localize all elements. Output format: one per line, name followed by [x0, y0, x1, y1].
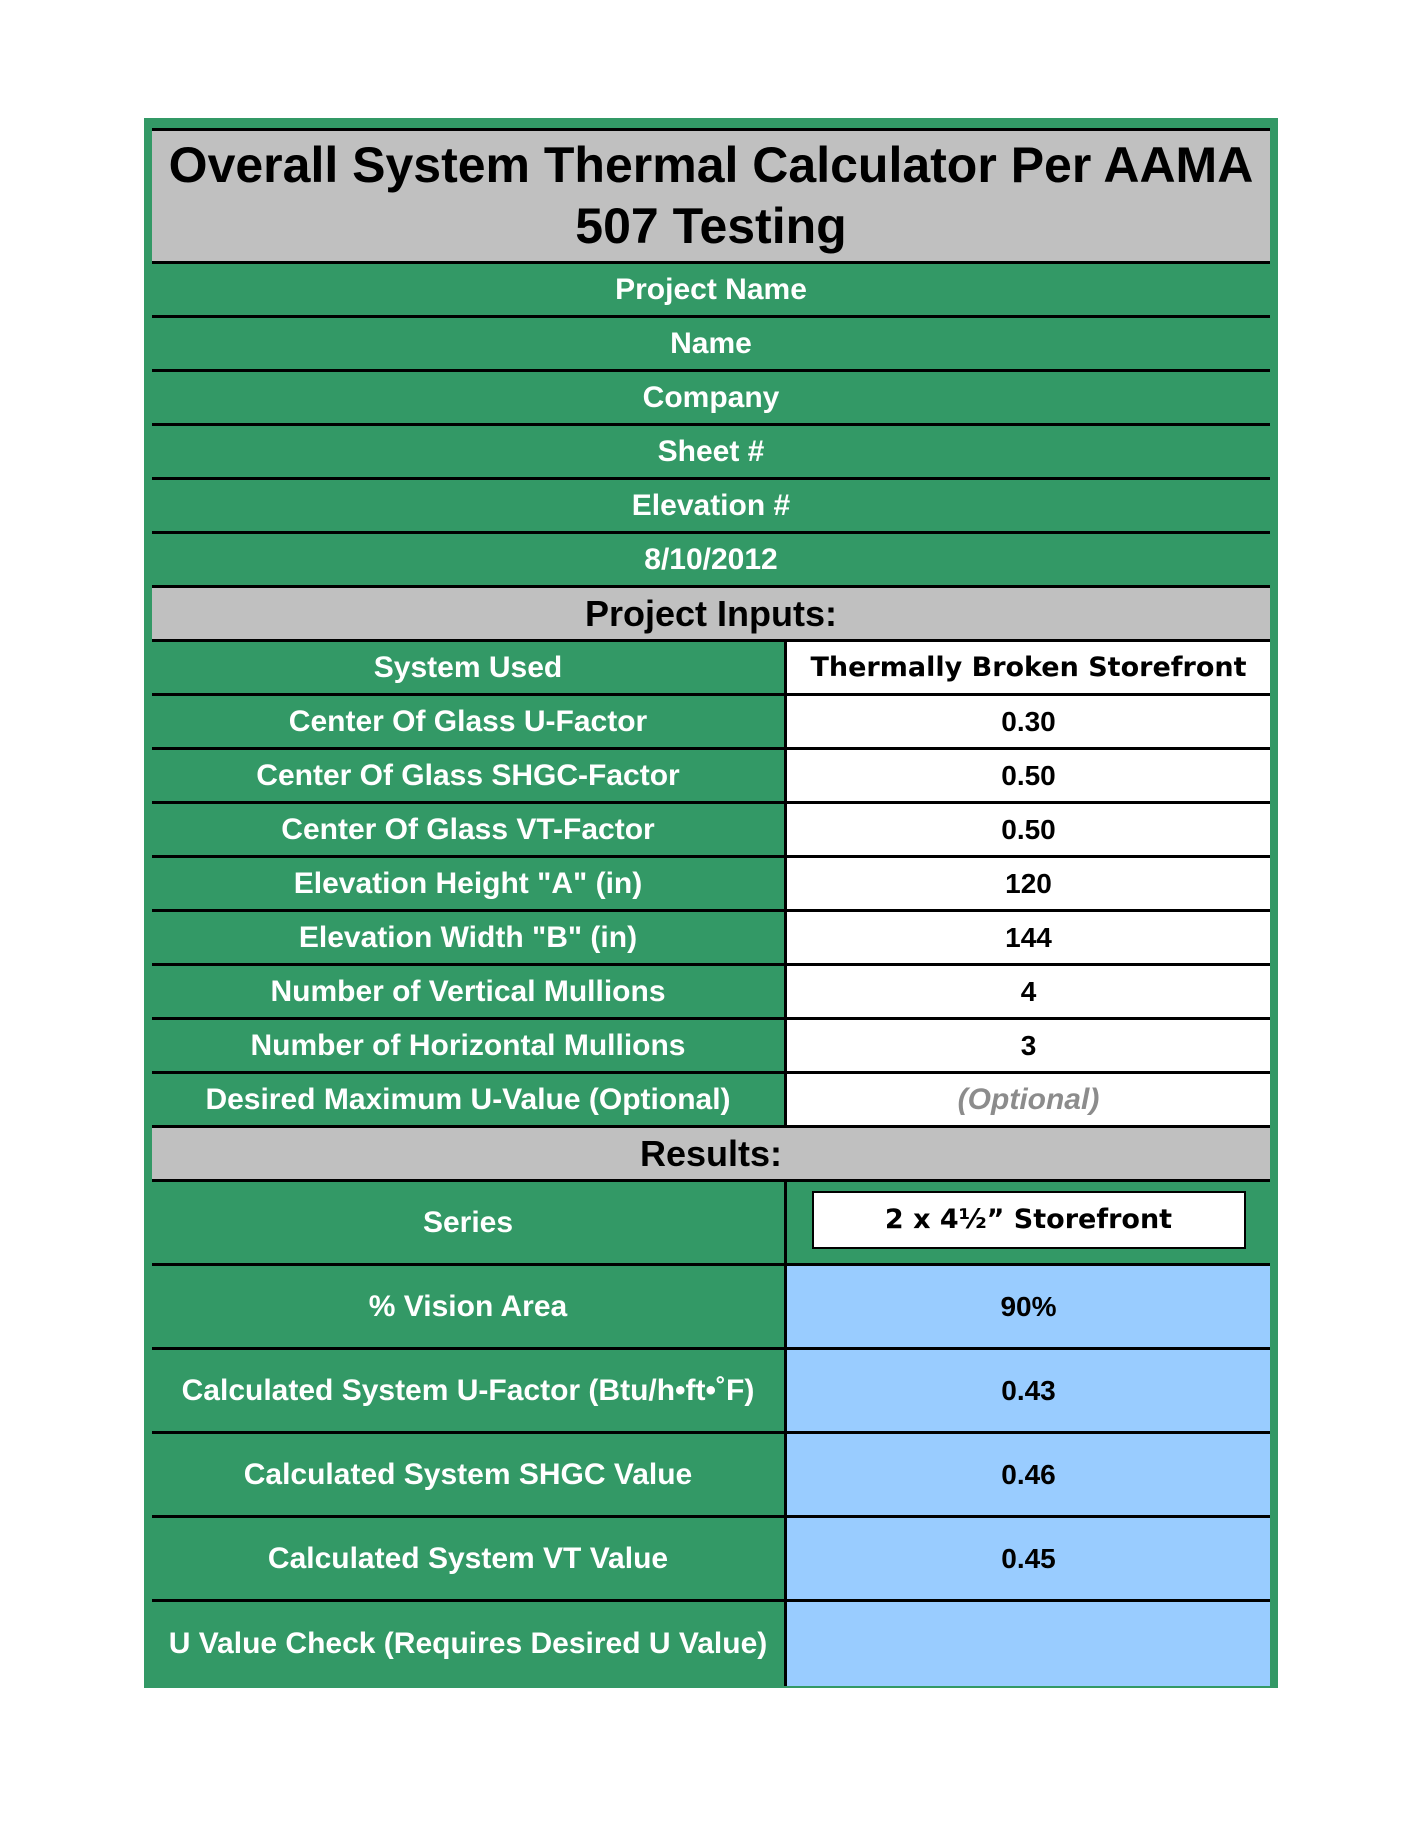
result-row-series — [152, 1182, 1270, 1266]
input-row-cog-shgc-factor — [152, 750, 1270, 804]
name-field[interactable]: Name — [152, 318, 1270, 372]
calculator-sheet — [144, 118, 1278, 1688]
input-label: Center Of Glass SHGC-Factor — [152, 750, 787, 801]
input-label: Center Of Glass VT-Factor — [152, 804, 787, 855]
project-name-field[interactable]: Project Name — [152, 264, 1270, 318]
input-row-horizontal-mullions — [152, 1020, 1270, 1074]
horizontal-mullions-input[interactable]: 3 — [787, 1020, 1270, 1071]
result-row-system-shgc — [152, 1434, 1270, 1518]
cog-shgc-factor-input[interactable]: 0.50 — [787, 750, 1270, 801]
elevation-number-field[interactable]: Elevation # — [152, 480, 1270, 534]
series-select[interactable]: 2 x 4½” Storefront — [812, 1191, 1246, 1249]
results-heading: Results: — [152, 1128, 1270, 1182]
result-label: Calculated System VT Value — [152, 1518, 787, 1599]
company-field[interactable]: Company — [152, 372, 1270, 426]
vision-area-value: 90% — [787, 1266, 1270, 1347]
page-title: Overall System Thermal Calculator Per AAMA 507 Testing — [152, 128, 1270, 264]
vertical-mullions-input[interactable]: 4 — [787, 966, 1270, 1017]
result-label: Calculated System U-Factor (Btu/h•ft•˚F) — [152, 1350, 787, 1431]
input-label: System Used — [152, 642, 787, 693]
project-inputs-heading: Project Inputs: — [152, 588, 1270, 642]
date-field[interactable]: 8/10/2012 — [152, 534, 1270, 588]
cog-u-factor-input[interactable]: 0.30 — [787, 696, 1270, 747]
desired-max-u-input[interactable]: (Optional) — [787, 1074, 1270, 1125]
input-row-elevation-height — [152, 858, 1270, 912]
input-label: Number of Vertical Mullions — [152, 966, 787, 1017]
system-shgc-value: 0.46 — [787, 1434, 1270, 1515]
calculator-table — [152, 128, 1270, 1686]
input-row-elevation-width — [152, 912, 1270, 966]
elevation-height-input[interactable]: 120 — [787, 858, 1270, 909]
sheet-number-field[interactable]: Sheet # — [152, 426, 1270, 480]
u-value-check-value — [787, 1602, 1270, 1686]
result-label: Series — [152, 1182, 787, 1263]
result-row-system-vt — [152, 1518, 1270, 1602]
input-label: Desired Maximum U-Value (Optional) — [152, 1074, 787, 1125]
input-row-cog-u-factor — [152, 696, 1270, 750]
cog-vt-factor-input[interactable]: 0.50 — [787, 804, 1270, 855]
input-label: Elevation Width "B" (in) — [152, 912, 787, 963]
input-row-desired-max-u — [152, 1074, 1270, 1128]
result-row-system-u-factor — [152, 1350, 1270, 1434]
input-row-cog-vt-factor — [152, 804, 1270, 858]
input-label: Elevation Height "A" (in) — [152, 858, 787, 909]
input-label: Number of Horizontal Mullions — [152, 1020, 787, 1071]
result-row-u-value-check — [152, 1602, 1270, 1686]
series-cell — [787, 1182, 1270, 1263]
result-label: Calculated System SHGC Value — [152, 1434, 787, 1515]
input-row-vertical-mullions — [152, 966, 1270, 1020]
result-label: U Value Check (Requires Desired U Value) — [152, 1602, 787, 1686]
system-u-factor-value: 0.43 — [787, 1350, 1270, 1431]
system-used-select[interactable]: Thermally Broken Storefront — [787, 642, 1270, 693]
elevation-width-input[interactable]: 144 — [787, 912, 1270, 963]
result-label: % Vision Area — [152, 1266, 787, 1347]
input-row-system-used — [152, 642, 1270, 696]
result-row-vision-area — [152, 1266, 1270, 1350]
input-label: Center Of Glass U-Factor — [152, 696, 787, 747]
system-vt-value: 0.45 — [787, 1518, 1270, 1599]
